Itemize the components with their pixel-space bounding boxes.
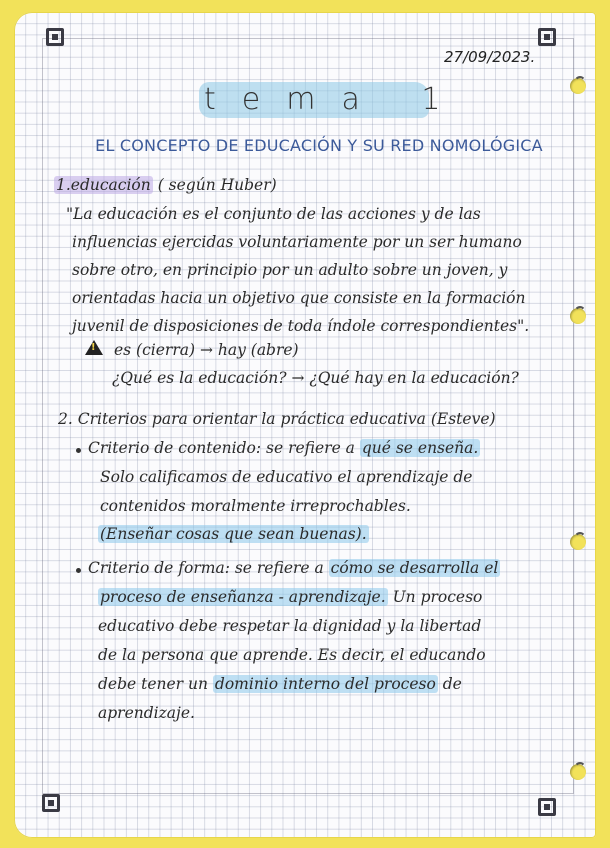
bullet2-line: aprendizaje. <box>98 704 195 722</box>
bullet2-line5-prefix: debe tener un <box>98 675 213 693</box>
binder-hole-icon <box>570 764 586 780</box>
section1-heading-suffix: ( según Huber) <box>157 176 277 194</box>
page-title: tema 1 <box>204 82 467 117</box>
quote-line: "La educación es el conjunto de las acciones y de las <box>66 205 481 223</box>
note-line: es (cierra) → hay (abre) <box>114 341 299 359</box>
bullet1-line <box>98 525 369 543</box>
bullet2-line5-suffix: de <box>437 675 462 693</box>
bullet1-line1 <box>88 439 480 457</box>
section1-heading-text: 1.educación <box>56 176 151 194</box>
bullet2-rest-b: Un proceso <box>387 588 483 606</box>
section2-heading: 2. Criterios para orientar la práctica educativa (Esteve) <box>58 410 496 428</box>
notebook-page <box>14 12 596 838</box>
warning-icon <box>85 340 103 355</box>
quote-line: juvenil de disposiciones de toda índole correspondientes". <box>72 317 530 335</box>
binder-hole-icon <box>570 78 586 94</box>
section1-heading <box>54 176 277 194</box>
binder-hole-icon <box>570 534 586 550</box>
bullet1-prefix: Criterio de contenido: se refiere a <box>88 439 360 457</box>
page-subtitle: EL CONCEPTO DE EDUCACIÓN Y SU RED NOMOLÓGICA <box>95 136 543 155</box>
bullet2-line5-highlight: dominio interno del proceso <box>214 675 436 693</box>
date: 27/09/2023. <box>444 48 536 66</box>
note-line: ¿Qué es la educación? → ¿Qué hay en la educación? <box>112 369 519 387</box>
bullet2-prefix: Criterio de forma: se refiere a <box>88 559 329 577</box>
bullet2-line: educativo debe respetar la dignidad y la libertad <box>98 617 482 635</box>
bullet-icon <box>76 448 81 453</box>
quote-line: orientadas hacia un objetivo que consiste en la formación <box>72 289 526 307</box>
binder-hole-icon <box>570 308 586 324</box>
bullet2-line2 <box>98 588 482 606</box>
corner-mark-icon <box>538 28 556 46</box>
quote-line: influencias ejercidas voluntariamente por un ser humano <box>72 233 522 251</box>
bullet2-line5 <box>98 675 462 693</box>
bullet1-line: Solo calificamos de educativo el aprendizaje de <box>100 468 473 486</box>
bullet2-highlight-a: cómo se desarrolla el <box>330 559 499 577</box>
bullet1-highlight: qué se enseña. <box>361 439 479 457</box>
bullet1-highlight-2: (Enseñar cosas que sean buenas). <box>100 525 367 543</box>
bullet-icon <box>76 568 81 573</box>
corner-mark-icon <box>538 798 556 816</box>
bullet2-line1 <box>88 559 500 577</box>
bullet1-line: contenidos moralmente irreprochables. <box>100 497 411 515</box>
bullet2-line: de la persona que aprende. Es decir, el educando <box>98 646 486 664</box>
bullet2-highlight-b: proceso de enseñanza - aprendizaje. <box>100 588 386 606</box>
quote-line: sobre otro, en principio por un adulto sobre un joven, y <box>72 261 508 279</box>
corner-mark-icon <box>42 794 60 812</box>
corner-mark-icon <box>46 28 64 46</box>
